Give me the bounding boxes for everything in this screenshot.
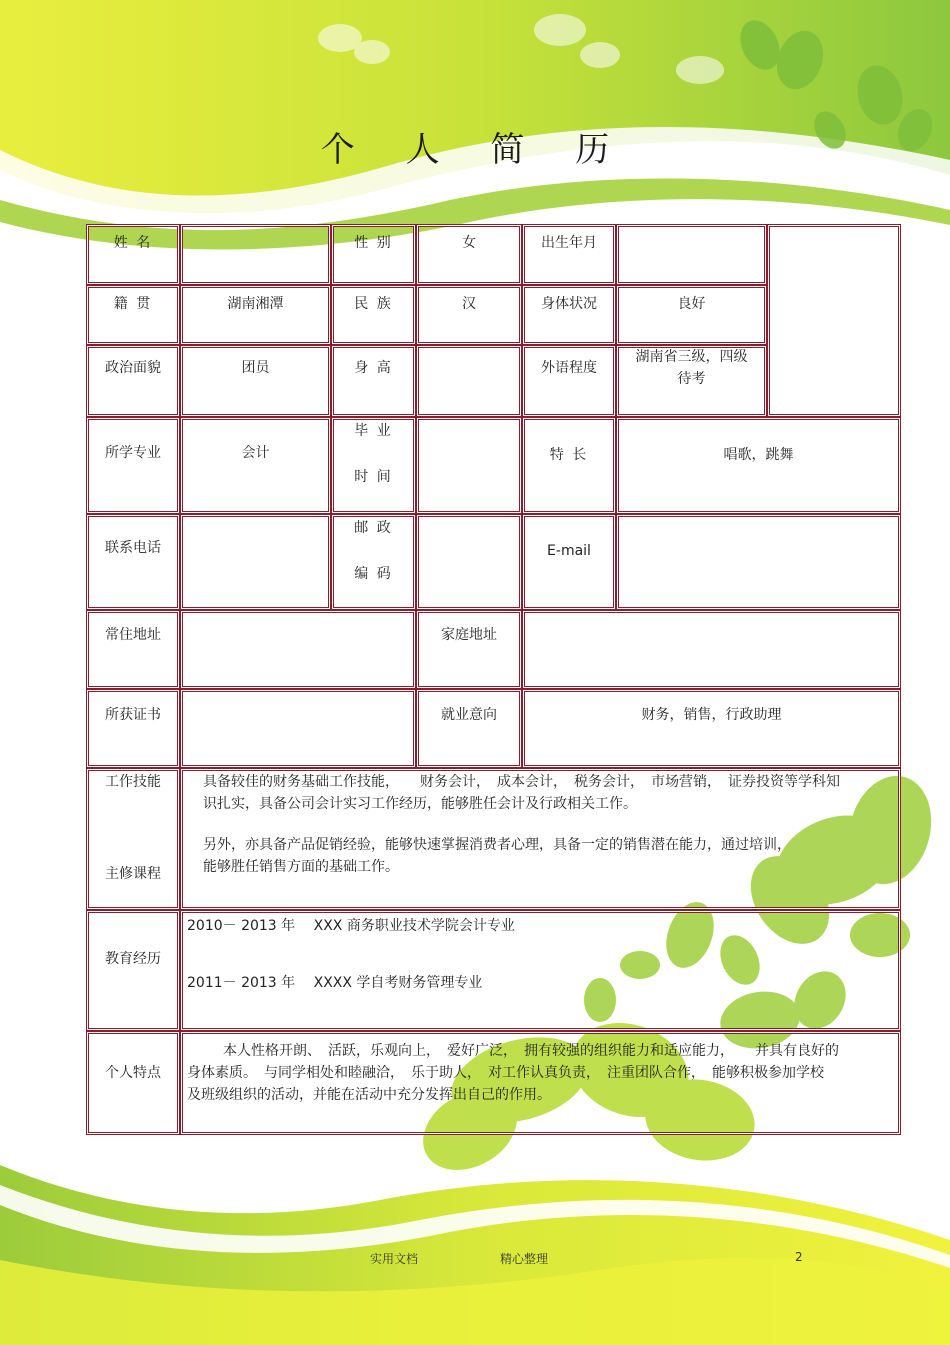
education-item: 2011－ 2013 年 XXXX 学自考财务管理专业 — [187, 975, 483, 991]
page-title: 个 人 简 历 — [320, 130, 630, 170]
value-height — [416, 345, 522, 417]
label-major: 所学专业 — [86, 417, 180, 514]
label-political: 政治面貌 — [86, 345, 180, 417]
label-phone: 联系电话 — [86, 514, 180, 610]
value-grad-time — [416, 417, 522, 514]
skills-line1: 具备较佳的财务基础工作技能， 财务会计， 成本会计， 税务会计， 市场营销， 证券投资等学科知 — [203, 774, 840, 790]
label-grad-line2: 时 间 — [354, 469, 393, 485]
value-gender: 女 — [416, 224, 522, 285]
label-ethnic: 民 族 — [331, 285, 416, 345]
value-name — [180, 224, 331, 285]
footer-page-number: 2 — [795, 1250, 803, 1264]
value-traits — [180, 1031, 901, 1135]
value-postal-code — [416, 514, 522, 610]
label-height: 身 高 — [331, 345, 416, 417]
label-postal-line2: 编 码 — [354, 566, 393, 582]
value-phone — [180, 514, 331, 610]
value-skills — [180, 768, 901, 910]
value-language-line1: 湖南省三级，四级 — [635, 349, 748, 365]
skills-line3: 另外，亦具备产品促销经验，能够快速掌握消费者心理，具备一定的销售潜在能力，通过培训， — [203, 837, 791, 853]
label-job-intent: 就业意向 — [416, 689, 522, 768]
footer-mid: 精心整理 — [500, 1252, 549, 1266]
value-home-address — [522, 610, 901, 689]
value-language-line2: 待考 — [677, 371, 706, 387]
label-postal-code — [331, 514, 416, 610]
label-language: 外语程度 — [522, 345, 616, 417]
value-education — [180, 910, 901, 1031]
label-health: 身体状况 — [522, 285, 616, 345]
label-certificates: 所获证书 — [86, 689, 180, 768]
label-grad-time — [331, 417, 416, 514]
skills-line4: 能够胜任销售方面的基础工作。 — [203, 859, 399, 875]
skills-line2: 识扎实，具备公司会计实习工作经历，能够胜任会计及行政相关工作。 — [203, 796, 637, 812]
label-skills: 工作技能 — [105, 774, 161, 790]
label-address: 常住地址 — [86, 610, 180, 689]
value-health: 良好 — [616, 285, 767, 345]
traits-line3: 及班级组织的活动，并能在活动中充分发挥出自己的作用。 — [187, 1087, 551, 1103]
value-major: 会计 — [180, 417, 331, 514]
value-ethnic: 汉 — [416, 285, 522, 345]
footer-left: 实用文档 — [370, 1252, 419, 1266]
label-traits: 个人特点 — [86, 1031, 180, 1135]
label-specialty: 特 长 — [522, 417, 616, 514]
label-skills-courses — [86, 768, 180, 910]
label-postal-line1: 邮 政 — [354, 520, 393, 536]
value-birth — [616, 224, 767, 285]
value-email — [616, 514, 901, 610]
value-language — [616, 345, 767, 417]
traits-line2: 身体素质。 与同学相处和睦融洽， 乐于助人， 对工作认真负责， 注重团队合作， 能够积极参加学校 — [187, 1065, 824, 1081]
label-courses: 主修课程 — [105, 866, 161, 882]
label-grad-line1: 毕 业 — [354, 423, 393, 439]
label-name: 姓 名 — [86, 224, 180, 285]
label-education: 教育经历 — [86, 910, 180, 1031]
value-job-intent: 财务，销售，行政助理 — [522, 689, 901, 768]
education-item: 2010－ 2013 年 XXX 商务职业技术学院会计专业 — [187, 918, 515, 934]
label-email: E-mail — [522, 514, 616, 610]
label-home-address: 家庭地址 — [416, 610, 522, 689]
value-political: 团员 — [180, 345, 331, 417]
label-native: 籍 贯 — [86, 285, 180, 345]
value-certificates — [180, 689, 416, 768]
value-native: 湖南湘潭 — [180, 285, 331, 345]
photo-box — [767, 224, 901, 417]
value-specialty: 唱歌，跳舞 — [616, 417, 901, 514]
label-gender: 性 别 — [331, 224, 416, 285]
traits-line1: 本人性格开朗、 活跃，乐观向上， 爱好广泛， 拥有较强的组织能力和适应能力， 并具有良好的 — [223, 1043, 839, 1059]
label-birth: 出生年月 — [522, 224, 616, 285]
value-address — [180, 610, 416, 689]
